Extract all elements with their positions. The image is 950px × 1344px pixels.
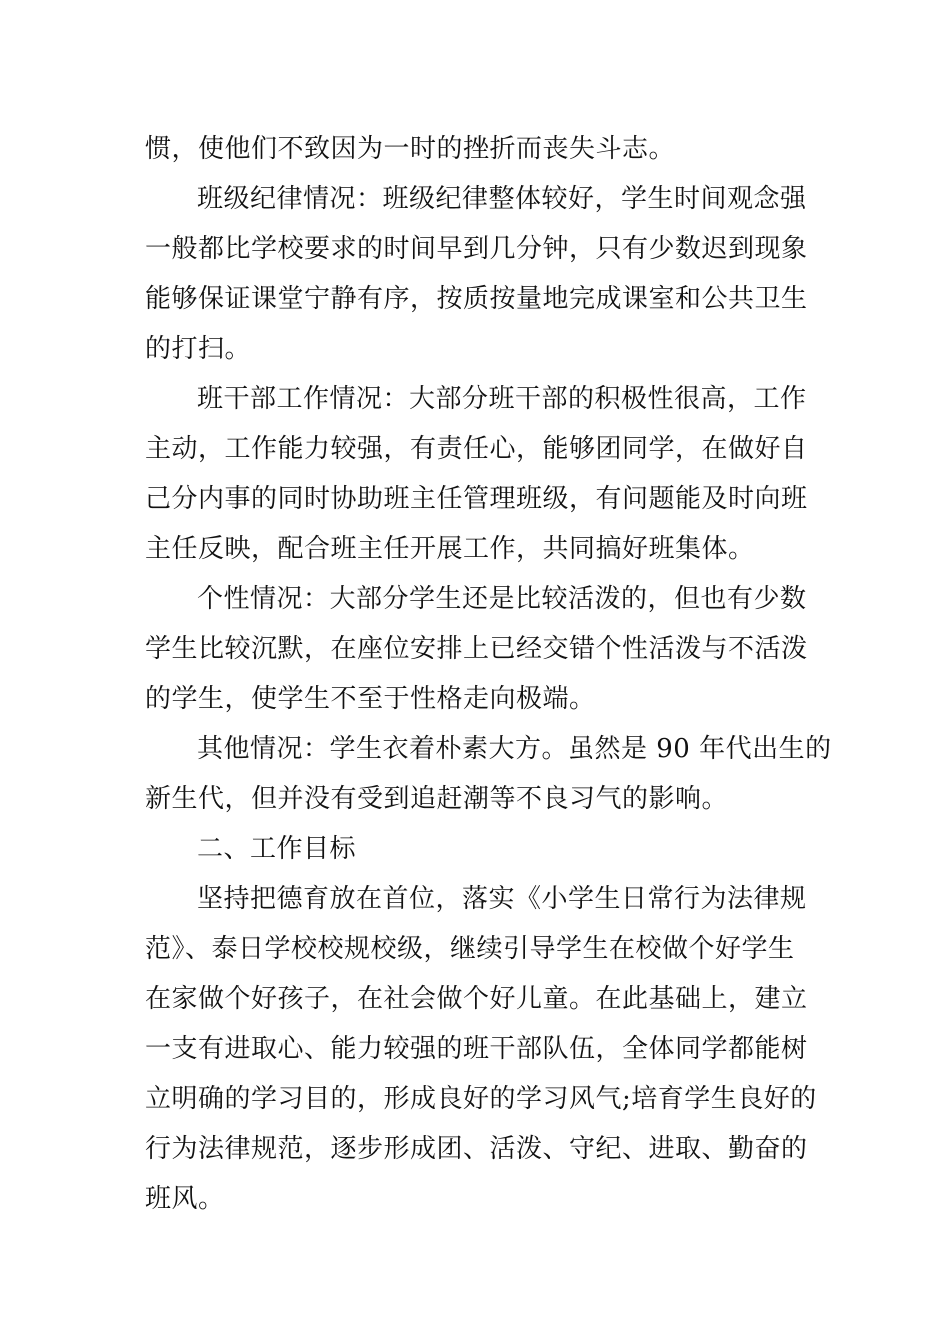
text-line: 惯，使他们不致因为一时的挫折而丧失斗志。	[145, 134, 676, 164]
paragraph-class-cadres: 班干部工作情况：大部分班干部的积极性很高，工作	[197, 384, 807, 414]
text-line: 一支有进取心、能力较强的班干部队伍，全体同学都能树	[145, 1034, 808, 1064]
text-line: 主任反映，配合班主任开展工作，共同搞好班集体。	[145, 534, 755, 564]
paragraph-class-discipline: 班级纪律情况：班级纪律整体较好，学生时间观念强	[197, 184, 807, 214]
paragraph-personality: 个性情况：大部分学生还是比较活泼的，但也有少数	[197, 584, 807, 614]
text-line: 立明确的学习目的，形成良好的学习风气;培育学生良好的	[145, 1084, 817, 1114]
text-line: 新生代，但并没有受到追赶潮等不良习气的影响。	[145, 784, 729, 814]
text-line: 的学生，使学生不至于性格走向极端。	[145, 684, 596, 714]
text-line: 己分内事的同时协助班主任管理班级，有问题能及时向班	[145, 484, 808, 514]
section-heading-work-goals: 二、工作目标	[197, 834, 357, 864]
paragraph-work-goals: 坚持把德育放在首位，落实《小学生日常行为法律规	[197, 884, 807, 914]
text-line: 一般都比学校要求的时间早到几分钟，只有少数迟到现象	[145, 234, 808, 264]
text-line: 的打扫。	[145, 334, 252, 364]
text-line: 主动，工作能力较强，有责任心，能够团同学，在做好自	[145, 434, 808, 464]
text-line: 能够保证课堂宁静有序，按质按量地完成课室和公共卫生	[145, 284, 808, 314]
text-line: 行为法律规范，逐步形成团、活泼、守纪、进取、勤奋的	[145, 1134, 808, 1164]
text-line: 班风。	[145, 1184, 225, 1214]
text-line: 范》、泰日学校校规校级，继续引导学生在校做个好学生	[145, 934, 795, 964]
text-line: 在家做个好孩子，在社会做个好儿童。在此基础上，建立	[145, 984, 808, 1014]
text-line: 学生比较沉默，在座位安排上已经交错个性活泼与不活泼	[145, 634, 808, 664]
paragraph-other: 其他情况：学生衣着朴素大方。虽然是 90 年代出生的	[197, 734, 832, 764]
